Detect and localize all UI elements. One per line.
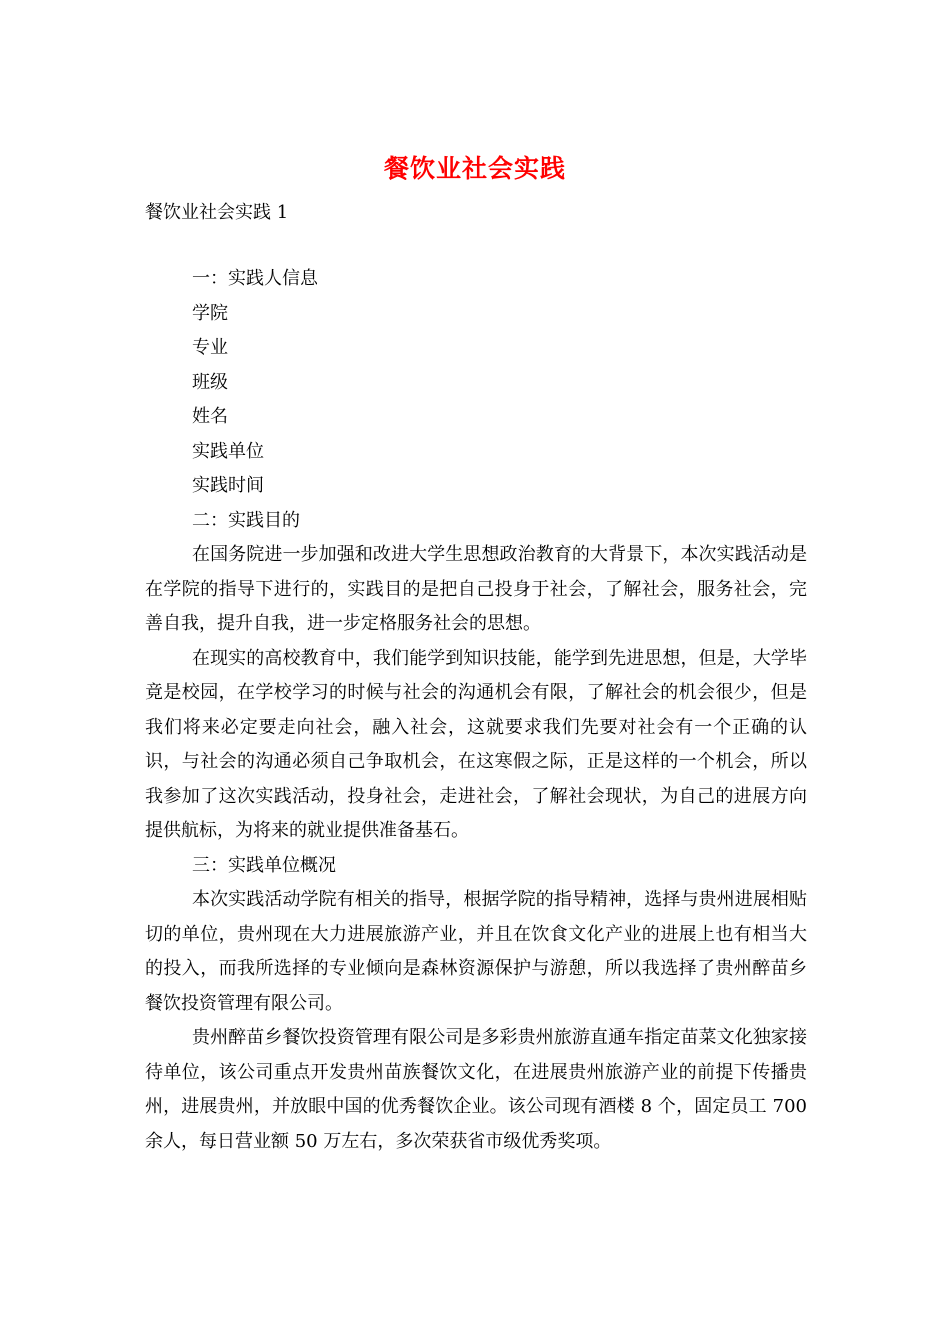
paragraph-purpose-2: 在现实的高校教育中，我们能学到知识技能，能学到先进思想，但是，大学毕竟是校园，在学校学习的时候与社会的沟通机会有限，了解社会的机会很少，但是我们将来必定要走向社会，融入社会，这就要求我们先要对社会有一个正确的认识，与社会的沟通必须自己争取机会，在这寒假之际，正是这样的一个机会，所以我参加了这次实践活动，投身社会，走进社会，了解社会现状，为自己的进展方向提供航标，为将来的就业提供准备基石。 <box>145 647 807 841</box>
section-heading-purpose: 二：实践目的 <box>192 509 300 531</box>
field-label-name: 姓名 <box>192 406 228 427</box>
paragraph-purpose-1: 在国务院进一步加强和改进大学生思想政治教育的大背景下，本次实践活动是在学院的指导下进行的，实践目的是把自己投身于社会，了解社会，服务社会，完善自我，提升自我，进一步定格服务社会的思想。 <box>145 544 807 634</box>
field-label-time: 实践时间 <box>192 475 264 496</box>
document-body <box>145 262 807 1159</box>
field-label-unit: 实践单位 <box>192 440 264 462</box>
section-heading-unit-overview: 三：实践单位概况 <box>192 854 336 876</box>
paragraph-unit-1: 本次实践活动学院有相关的指导，根据学院的指导精神，选择与贵州进展相贴切的单位，贵州现在大力进展旅游产业，并且在饮食文化产业的进展上也有相当大的投入，而我所选择的专业倾向是森林资源保护与游憩，所以我选择了贵州醉苗乡餐饮投资管理有限公司。 <box>145 889 807 1014</box>
document-subtitle: 餐饮业社会实践 1 <box>145 202 289 223</box>
field-label-college: 学院 <box>192 302 228 324</box>
field-label-class: 班级 <box>192 371 228 393</box>
paragraph-unit-2: 贵州醉苗乡餐饮投资管理有限公司是多彩贵州旅游直通车指定苗菜文化独家接待单位，该公司重点开发贵州苗族餐饮文化，在进展贵州旅游产业的前提下传播贵州，进展贵州，并放眼中国的优秀餐饮企业。该公司现有酒楼 8 个，固定员工 700 余人，每日营业额 50 万左右，多次荣获省市级优秀奖项。 <box>145 1027 807 1152</box>
field-label-major: 专业 <box>192 337 228 358</box>
section-heading-info: 一：实践人信息 <box>192 268 318 289</box>
document-title: 餐饮业社会实践 <box>383 154 566 183</box>
